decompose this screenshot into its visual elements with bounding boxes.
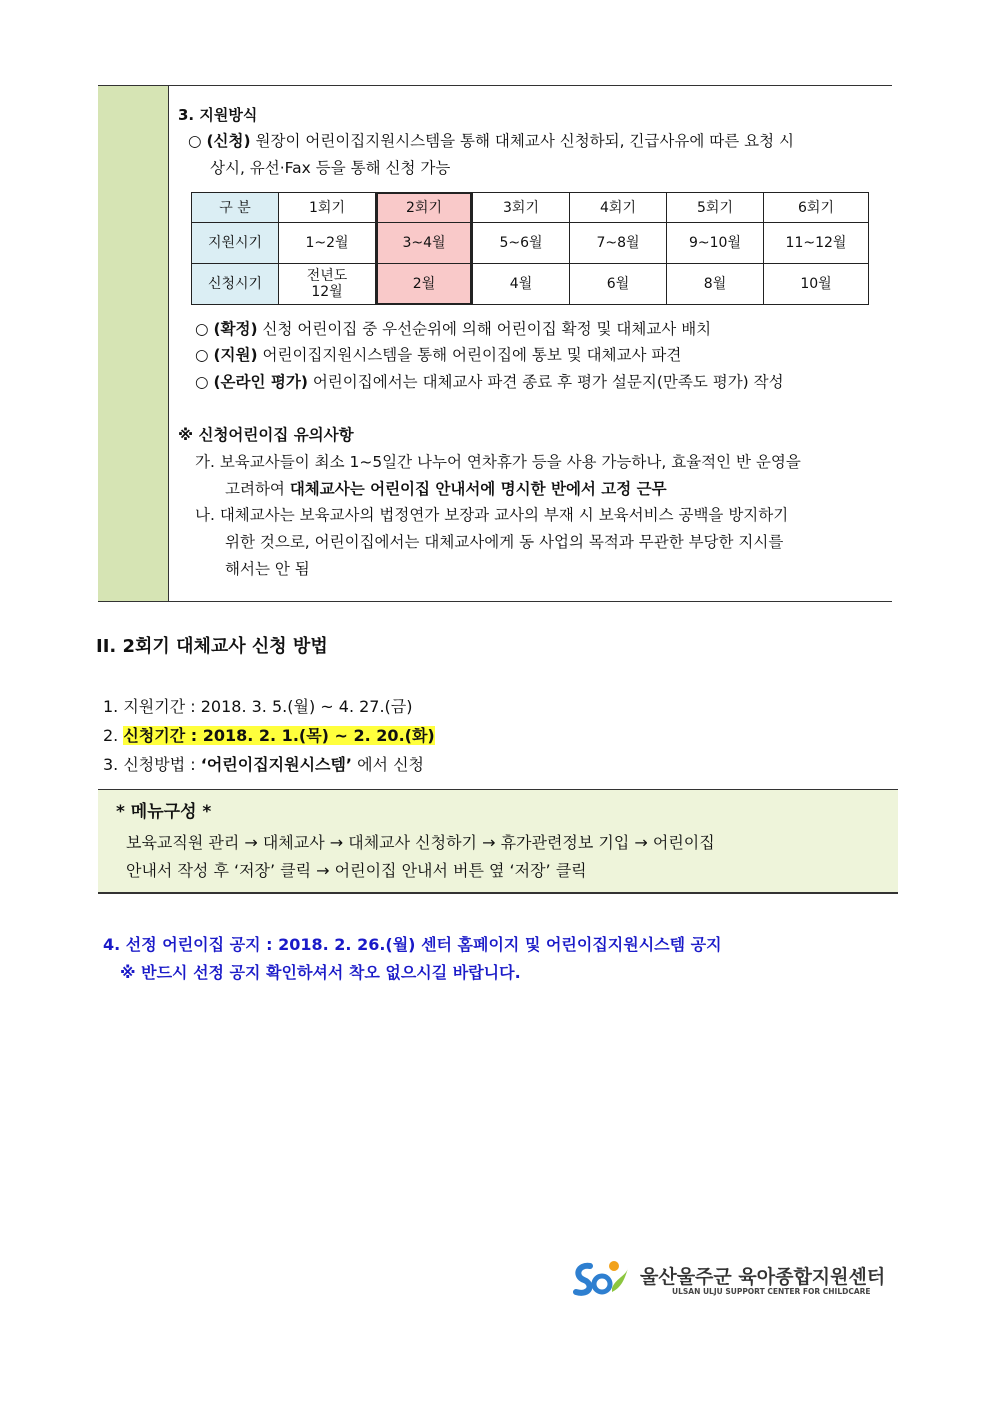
menu-line-2: 안내서 작성 후 ‘저장’ 클릭 → 어린이집 안내서 버튼 옆 ‘저장’ 클릭 (126, 861, 587, 880)
eval-text: 어린이집에서는 대체교사 파견 종료 후 평가 설문지(만족도 평가) 작성 (307, 373, 784, 391)
table-cell: 8월 (667, 264, 764, 305)
bullet: ○ (195, 346, 209, 364)
note-a-line1: 가. 보육교사들이 최소 1~5일간 나누어 연차휴가 등을 사용 가능하나, 효율적인 반 운영을 (195, 453, 801, 471)
section2-title: II. 2회기 대체교사 신청 방법 (96, 636, 328, 657)
table-header-cell: 2회기 (376, 193, 473, 223)
list-item-method (103, 752, 424, 775)
list-item-period: 1. 지원기간 : 2018. 3. 5.(월) ~ 4. 27.(금) (103, 697, 413, 716)
table-cell: 5~6월 (473, 223, 570, 264)
table-cell: 7~8월 (570, 223, 667, 264)
bullet: ○ (195, 320, 209, 338)
eval-line (195, 369, 784, 396)
logo-mark-icon (568, 1258, 632, 1300)
table-header-cell: 3회기 (473, 193, 570, 223)
side-color-bar (98, 86, 169, 601)
center-logo (568, 1258, 886, 1302)
confirm-line (195, 316, 711, 343)
selection-reminder: ※ 반드시 선정 공지 확인하셔서 착오 없으시길 바랍니다. (120, 963, 521, 982)
note-a-bold: 대체교사는 어린이집 안내서에 명시한 반에서 고정 근무 (289, 480, 667, 498)
table-row (192, 264, 869, 305)
highlighted-apply-period: 신청기간 : 2018. 2. 1.(목) ~ 2. 20.(화) (123, 726, 435, 745)
table-header-cell: 4회기 (570, 193, 667, 223)
system-name: ‘어린이집지원시스템’ (200, 755, 353, 774)
table-header-cell: 구 분 (192, 193, 279, 223)
support-text: 어린이집지원시스템을 통해 어린이집에 통보 및 대체교사 파견 (257, 346, 682, 364)
bullet: ○ (195, 373, 209, 391)
list-item-apply-period (103, 723, 435, 746)
table-cell: 2월 (376, 264, 473, 305)
table-header-cell: 6회기 (764, 193, 869, 223)
table-header-cell: 1회기 (279, 193, 376, 223)
table-cell: 3~4월 (376, 223, 473, 264)
note-a-plain: 고려하여 (225, 480, 290, 498)
apply-paragraph (188, 128, 892, 155)
item-number: 2. (103, 726, 124, 745)
note-b-line1: 나. 대체교사는 보육교사의 법정연가 보장과 교사의 부재 시 보육서비스 공백을 방지하기 (195, 506, 789, 524)
table-cell-line: 12월 (311, 284, 343, 300)
note-a-line2 (225, 476, 667, 503)
apply-label: (신청) (206, 132, 251, 150)
table-cell: 1~2월 (279, 223, 376, 264)
note-b-line3: 해서는 안 됨 (225, 560, 310, 578)
notes-title: ※ 신청어린이집 유의사항 (178, 426, 354, 444)
table-row (192, 223, 869, 264)
table-row (192, 193, 869, 223)
table-cell (279, 264, 376, 305)
table-cell: 지원시기 (192, 223, 279, 264)
selection-notice: 4. 선정 어린이집 공지 : 2018. 2. 26.(월) 센터 홈페이지 및 어린이집지원시스템 공지 (103, 935, 722, 954)
apply-text-2: 상시, 유선·Fax 등을 통해 신청 가능 (210, 159, 451, 177)
apply-text-1: 원장이 어린이집지원시스템을 통해 대체교사 신청하되, 긴급사유에 따른 요청 시 (250, 132, 794, 150)
logo-korean-name: 울산울주군 육아종합지원센터 (640, 1266, 886, 1288)
table-cell-line: 전년도 (306, 268, 348, 284)
table-cell: 6월 (570, 264, 667, 305)
menu-title: * 메뉴구성 * (116, 802, 212, 822)
table-cell: 10월 (764, 264, 869, 305)
support-label: (지원) (213, 346, 258, 364)
confirm-label: (확정) (213, 320, 258, 338)
logo-english-name: ULSAN ULJU SUPPORT CENTER FOR CHILDCARE (672, 1287, 871, 1296)
table-cell: 4월 (473, 264, 570, 305)
table-cell: 신청시기 (192, 264, 279, 305)
note-b-line2: 위한 것으로, 어린이집에서는 대체교사에게 동 사업의 목적과 무관한 부당한 지시를 (225, 533, 784, 551)
menu-line-1: 보육교직원 관리 → 대체교사 → 대체교사 신청하기 → 휴가관련정보 기입 → 어린이집 (126, 833, 715, 852)
table-header-cell: 5회기 (667, 193, 764, 223)
table-cell: 11~12월 (764, 223, 869, 264)
item-prefix: 3. 신청방법 : (103, 755, 201, 774)
table-cell: 9~10월 (667, 223, 764, 264)
eval-label: (온라인 평가) (213, 373, 308, 391)
bullet: ○ (188, 132, 202, 150)
confirm-text: 신청 어린이집 중 우선순위에 의해 어린이집 확정 및 대체교사 배치 (257, 320, 712, 338)
section-title: 3. 지원방식 (178, 106, 258, 124)
support-line (195, 342, 681, 369)
item-tail: 에서 신청 (352, 755, 425, 774)
schedule-table (191, 192, 869, 305)
